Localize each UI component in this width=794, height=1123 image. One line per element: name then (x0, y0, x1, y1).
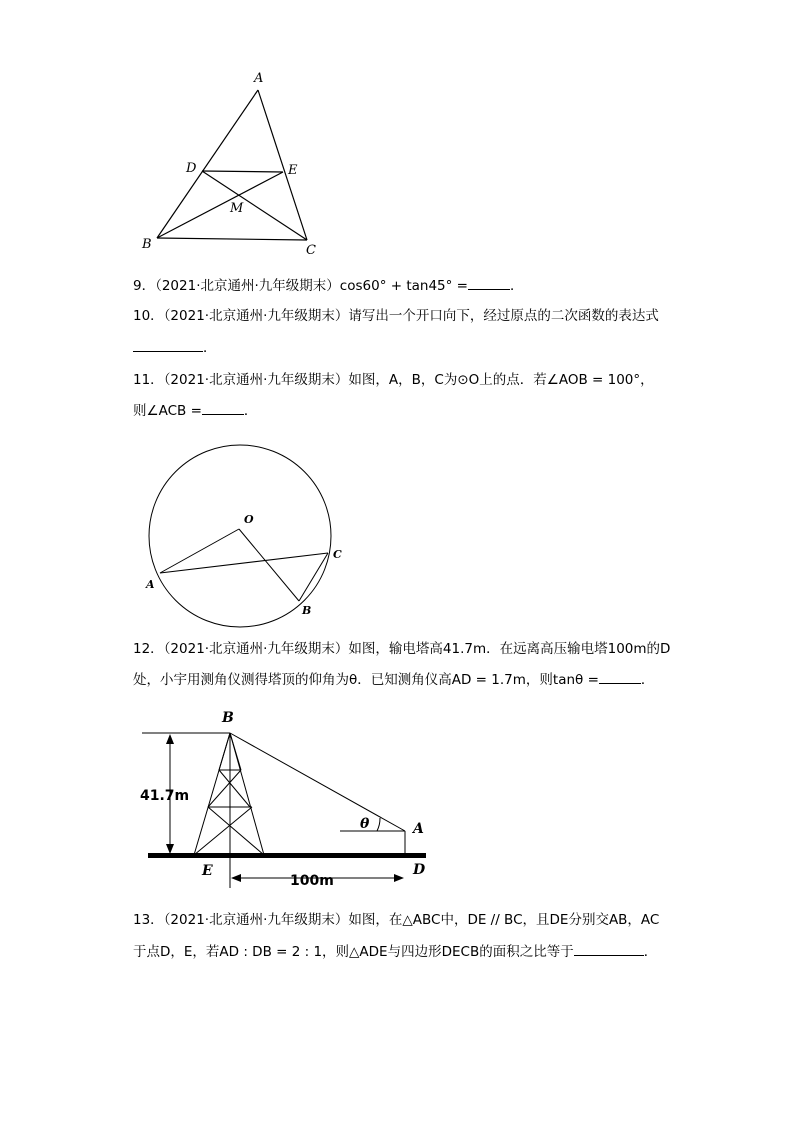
answer-blank[interactable] (468, 275, 510, 290)
tower-lattice (194, 733, 264, 855)
question-10 (133, 306, 659, 326)
question-text: 则∠ACB = (133, 403, 202, 419)
question-number: 13． (133, 912, 164, 928)
question-end: ． (510, 278, 524, 294)
answer-blank[interactable] (574, 941, 644, 956)
triangle-figure (130, 60, 350, 265)
question-text: 如图，输电塔高41.7m．在远离高压输电塔100m的D (348, 641, 671, 657)
label-C: C (306, 243, 316, 258)
ground-line (148, 853, 426, 858)
question-text: 于点D，E，若AD : DB = 2 : 1，则△ADE与四边形DECB的面积之比等于 (133, 944, 574, 960)
question-text: 请写出一个开口向下，经过原点的二次函数的表达式 (348, 308, 659, 324)
answer-blank[interactable] (133, 337, 203, 352)
question-number: 9． (133, 278, 156, 294)
question-11 (133, 370, 654, 390)
label-B: B (302, 604, 312, 617)
segment-OA (160, 529, 239, 573)
question-end: ． (643, 944, 658, 960)
label-E: E (202, 863, 213, 879)
segment-AC (258, 90, 307, 240)
question-source: （2021·北京通州·九年级期末） (163, 308, 349, 324)
label-O: O (244, 513, 254, 526)
label-E: E (288, 163, 298, 178)
question-text: 处，小宇用测角仪测得塔顶的仰角为θ．已知测角仪高AD = 1.7m，则tanθ = (133, 672, 599, 688)
label-A: A (254, 71, 264, 86)
label-height: 41.7m (140, 788, 190, 804)
segment-DE (202, 171, 283, 172)
segment-CB (299, 553, 328, 601)
label-C: C (333, 548, 342, 561)
circle-O (149, 445, 331, 627)
label-D: D (186, 161, 197, 176)
question-text: 如图，在△ABC中，DE // BC，且DE分别交AB，AC (348, 912, 660, 928)
label-A: A (413, 821, 424, 837)
dimension-arrows (166, 734, 404, 882)
label-D: D (413, 862, 426, 878)
segment-BC (157, 238, 307, 240)
question-source: （2021·北京通州·九年级期末） (163, 641, 349, 657)
circle-figure (140, 455, 360, 625)
question-11-line2 (133, 400, 257, 421)
question-13-line2 (133, 941, 657, 962)
label-B: B (222, 710, 234, 726)
label-B: B (142, 237, 152, 252)
question-number: 12． (133, 641, 164, 657)
question-source: （2021·北京通州·九年级期末） (155, 278, 340, 294)
segment-EB (157, 172, 283, 238)
question-end: ． (243, 403, 258, 419)
tower-figure (140, 700, 440, 900)
question-number: 10． (133, 308, 164, 324)
segment-AC (160, 553, 328, 573)
question-9 (133, 275, 524, 296)
question-13 (133, 910, 659, 930)
label-distance: 100m (290, 873, 334, 889)
question-end: ． (640, 672, 655, 688)
answer-blank[interactable] (202, 400, 244, 415)
question-source: （2021·北京通州·九年级期末） (163, 372, 349, 388)
question-end: ． (203, 340, 217, 356)
segment-DC (202, 171, 307, 240)
label-theta: θ (360, 816, 370, 832)
segment-OB (239, 529, 299, 601)
question-12-line2 (133, 669, 654, 690)
answer-blank[interactable] (599, 669, 641, 684)
question-source: （2021·北京通州·九年级期末） (163, 912, 349, 928)
question-text: 如图，A，B，C为⊙O上的点．若∠AOB = 100°， (348, 372, 654, 388)
question-number: 11． (133, 372, 164, 388)
label-M: M (230, 201, 244, 216)
question-10-line2 (133, 337, 217, 358)
label-A: A (146, 578, 155, 591)
question-expression: cos60° + tan45° = (339, 278, 468, 294)
angle-theta-arc (377, 818, 380, 831)
question-12 (133, 639, 670, 659)
sight-line-BA (230, 733, 405, 831)
